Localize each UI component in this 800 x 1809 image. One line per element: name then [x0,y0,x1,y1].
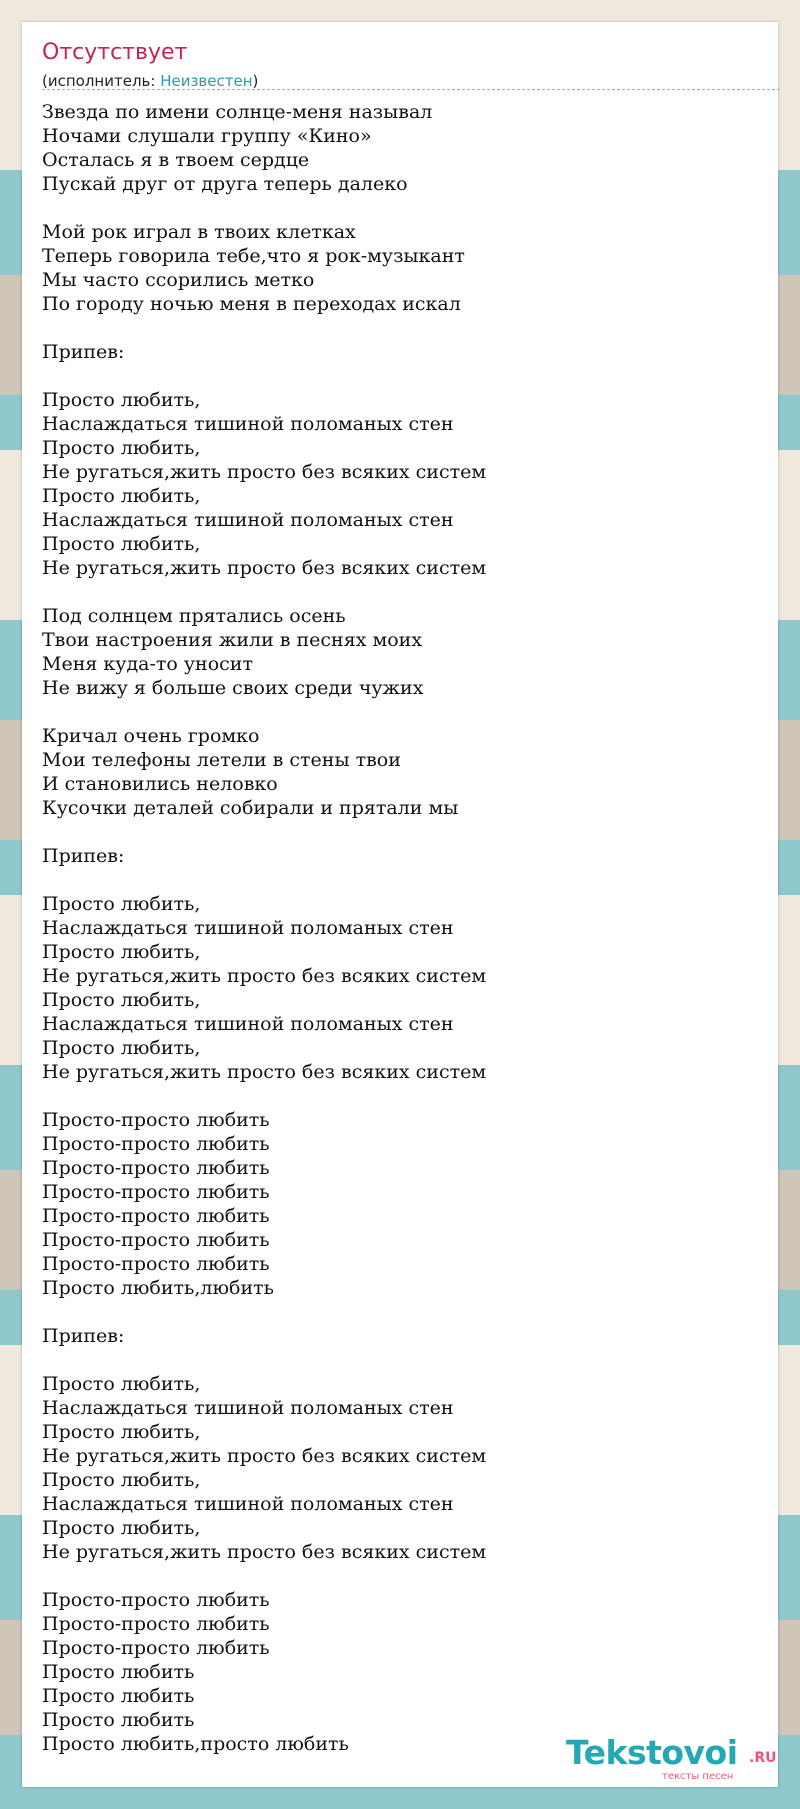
lyric-line: Наслаждаться тишиной поломаных стен [42,917,454,939]
lyric-line: Не ругаться,жить просто без всяких систем [42,461,487,483]
artist-prefix: (исполнитель: [42,72,161,90]
lyric-line: Просто любить, [42,437,201,459]
stanza-gap [42,868,762,892]
lyric-line: Не ругаться,жить просто без всяких систем [42,1445,487,1467]
artist-line [42,72,258,90]
lyrics-body [42,100,762,1756]
stanza-gap [42,1348,762,1372]
lyric-line: Просто любить, [42,1469,201,1491]
lyric-line: И становились неловко [42,773,278,795]
lyric-line: Просто любить, [42,533,201,555]
logo-wordmark: Tekstovoi [566,1733,738,1772]
lyric-line: Просто любить, [42,1373,201,1395]
stanza-gap [42,820,762,844]
lyric-line: Осталась я в твоем сердце [42,149,310,171]
lyric-line: Меня куда-то уносит [42,653,253,675]
lyric-line: Наслаждаться тишиной поломаных стен [42,1013,454,1035]
lyric-line: Просто любить,любить [42,1277,274,1299]
stanza-gap [42,196,762,220]
title-divider [42,89,780,90]
stanza-gap [42,316,762,340]
lyric-line: Наслаждаться тишиной поломаных стен [42,413,454,435]
stanza-gap [42,1300,762,1324]
lyric-line: Не ругаться,жить просто без всяких систем [42,557,487,579]
lyric-line: Не вижу я больше своих среди чужих [42,677,424,699]
lyric-line: Просто любить, [42,893,201,915]
stanza-gap [42,580,762,604]
lyric-line: Просто любить, [42,1037,201,1059]
lyric-line: Не ругаться,жить просто без всяких систем [42,1061,487,1083]
lyric-line: Звезда по имени солнце-меня называл [42,101,433,123]
lyric-line: Просто любить, [42,485,201,507]
lyric-line: Пускай друг от друга теперь далеко [42,173,408,195]
site-logo[interactable] [544,1733,777,1785]
logo-tagline: тексты песен [662,1771,734,1782]
lyric-line: Мои телефоны летели в стены твои [42,749,401,771]
lyric-line: Кричал очень громко [42,725,260,747]
lyric-line: Просто любить [42,1685,195,1707]
lyric-line: Наслаждаться тишиной поломаных стен [42,1397,454,1419]
lyrics-card [22,22,778,1787]
lyric-line: Просто любить, [42,1421,201,1443]
lyric-line: Просто любить, [42,1517,201,1539]
lyric-line: Теперь говорила тебе,что я рок-музыкант [42,245,465,267]
stanza-gap [42,1084,762,1108]
lyric-line: Наслаждаться тишиной поломаных стен [42,509,454,531]
song-title: Отсутствует [42,40,188,65]
lyric-line: Просто-просто любить [42,1205,270,1227]
lyric-line: Просто-просто любить [42,1157,270,1179]
lyric-line: Просто любить, [42,389,201,411]
lyric-line: Не ругаться,жить просто без всяких систем [42,965,487,987]
stanza-gap [42,364,762,388]
lyric-line: Наслаждаться тишиной поломаных стен [42,1493,454,1515]
lyric-line: Просто-просто любить [42,1637,270,1659]
lyric-line: Просто-просто любить [42,1109,270,1131]
lyric-line: Припев: [42,845,125,867]
artist-suffix: ) [252,72,259,90]
lyric-line: Под солнцем прятались осень [42,605,346,627]
artist-link[interactable]: Неизвестен [160,72,253,90]
lyric-line: Кусочки деталей собирали и прятали мы [42,797,459,819]
lyric-line: По городу ночью меня в переходах искал [42,293,461,315]
lyric-line: Ночами слушали группу «Кино» [42,125,372,147]
lyric-line: Просто любить, [42,941,201,963]
logo-tld: .RU [749,1750,777,1766]
lyric-line: Просто любить [42,1709,195,1731]
lyric-line: Не ругаться,жить просто без всяких систем [42,1541,487,1563]
lyric-line: Просто-просто любить [42,1613,270,1635]
lyric-line: Просто-просто любить [42,1253,270,1275]
lyric-line: Просто-просто любить [42,1181,270,1203]
lyric-line: Просто-просто любить [42,1229,270,1251]
stanza-gap [42,700,762,724]
lyric-line: Припев: [42,1325,125,1347]
lyric-line: Припев: [42,341,125,363]
stanza-gap [42,1564,762,1588]
lyric-line: Мы часто ссорились метко [42,269,315,291]
lyric-line: Просто любить [42,1661,195,1683]
lyric-line: Мой рок играл в твоих клетках [42,221,356,243]
lyric-line: Просто-просто любить [42,1589,270,1611]
lyric-line: Твои настроения жили в песнях моих [42,629,423,651]
lyric-line: Просто любить, [42,989,201,1011]
lyric-line: Просто-просто любить [42,1133,270,1155]
lyric-line: Просто любить,просто любить [42,1733,349,1755]
